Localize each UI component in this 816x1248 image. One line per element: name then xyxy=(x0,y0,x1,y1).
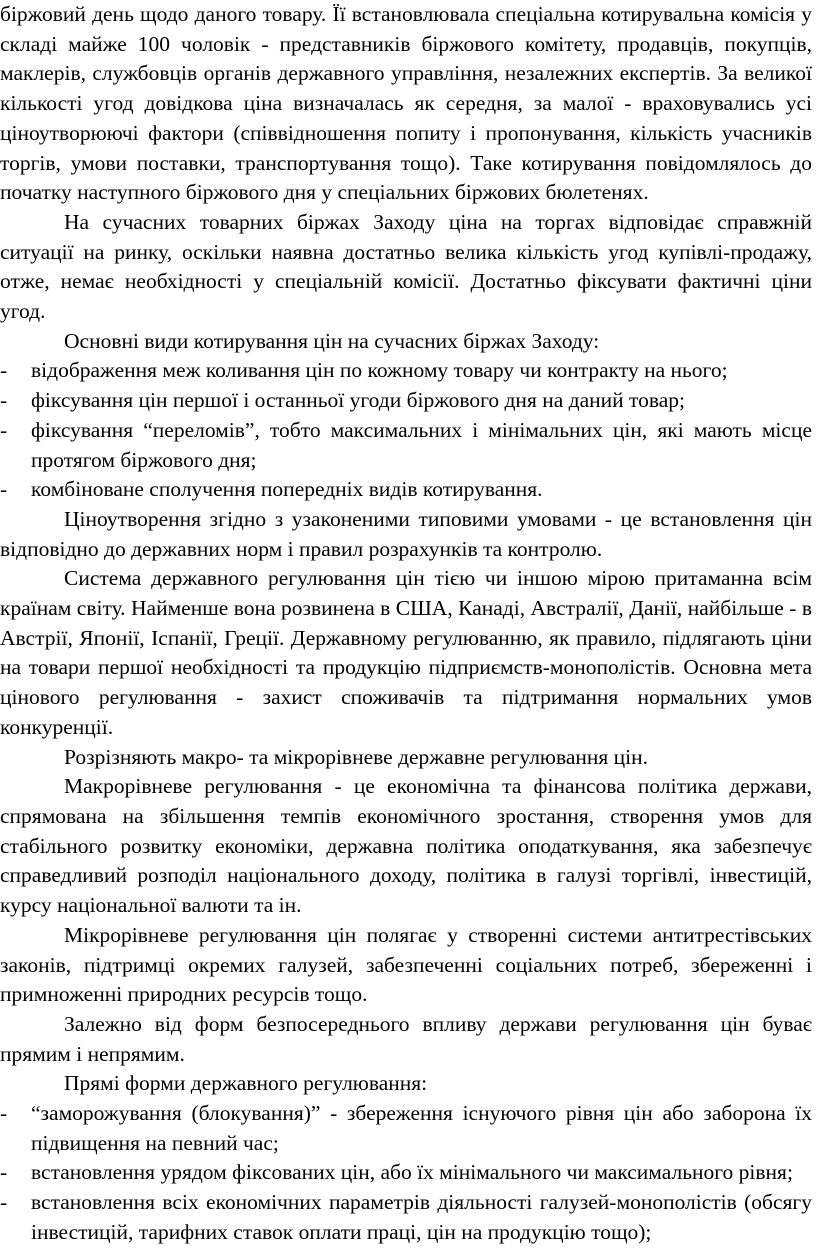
list-item xyxy=(0,356,812,386)
paragraph: Система державного регулювання цін тією чи іншою мірою притаманна всім країнам світу. Найменше вона розвинена в США, Канаді, Австралії, Данії, найбільше - в Австрії, Японії, Іспанії, Греції. Державному регулюванню, як правило, підлягають ціни на товари першої необхідності та продукцію підприємств-монополістів. Основна мета цінового регулювання - захист споживачів та підтримання нормальних умов конкуренції. xyxy=(0,566,812,739)
list-bullet-dash: - xyxy=(0,388,8,413)
paragraph: Прямі форми державного регулювання: xyxy=(64,1071,428,1096)
list-bullet-dash: - xyxy=(0,358,8,383)
list-item-text: встановлення урядом фіксованих цін, або їх мінімального чи максимального рівня; xyxy=(31,1160,793,1185)
list-bullet-dash: - xyxy=(0,1160,8,1185)
list-item xyxy=(0,1099,812,1158)
list-item-text: “заморожування (блокування)” - збереження існуючого рівня цін або заборона їх підвищення на певний час; xyxy=(31,1101,812,1155)
list-item-text: фіксування цін першої і останньої угоди біржового дня на даний товар; xyxy=(31,388,685,413)
list-bullet-dash: - xyxy=(0,477,8,502)
paragraph: Ціноутворення згідно з узаконеними типовими умовами - це встановлення цін відповідно до державних норм і правил розрахунків та контролю. xyxy=(0,506,812,561)
list-item-text: встановлення всіх економічних параметрів діяльності галузей-монополістів (обсягу інвестицій, тарифних ставок оплати праці, цін на продукцію тощо); xyxy=(31,1190,812,1244)
list-item-text: комбіноване сполучення попередніх видів котирування. xyxy=(31,477,543,502)
paragraph: Залежно від форм безпосереднього впливу держави регулювання цін буває прямим і непрямим. xyxy=(0,1011,812,1066)
list-bullet-dash: - xyxy=(0,1101,8,1126)
list-item xyxy=(0,1158,812,1188)
list-bullet-dash: - xyxy=(0,417,8,442)
list-item xyxy=(0,1188,812,1247)
list-bullet-dash: - xyxy=(0,1190,8,1215)
list-item xyxy=(0,386,812,416)
list-item-text: відображення меж коливання цін по кожному товару чи контракту на нього; xyxy=(31,358,728,383)
paragraph: Розрізняють макро- та мікрорівневе державне регулювання цін. xyxy=(64,744,649,769)
paragraph: На сучасних товарних біржах Заходу ціна на торгах відповідає справжній ситуації на ринку, оскільки наявна достатньо велика кількість угод купівлі-продажу, отже, немає необхідності у спеціальній комісії. Достатньо фіксувати фактичні ціни угод. xyxy=(0,209,812,324)
paragraph: біржовий день щодо даного товару. Її встановлювала спеціальна котирувальна комісія у складі майже 100 чоловік - представників біржового комітету, продавців, покупців, маклерів, службовців органів державного управління, незалежних експертів. За великої кількості угод довідкова ціна визначалась як середня, за малої - враховувались усі ціноутворюючі фактори (співвідношення попиту і пропонування, кількість учасників торгів, умови поставки, транспортування тощо). Таке котирування повідомлялось до початку наступного біржового дня у спеціальних біржових бюлетенях. xyxy=(0,2,812,205)
paragraph: Макрорівневе регулювання - це економічна та фінансова політика держави, спрямована на збільшення темпів економічного зростання, створення умов для стабільного розвитку економіки, державна політика оподаткування, яка забезпечує справедливий розподіл національного доходу, політика в галузі торгівлі, інвестицій, курсу національної валюти та ін. xyxy=(0,774,812,918)
paragraph: Основні види котирування цін на сучасних біржах Заходу: xyxy=(64,328,600,353)
list-item xyxy=(0,475,812,505)
list-item-text: фіксування “переломів”, тобто максимальних і мінімальних цін, які мають місце протягом біржового дня; xyxy=(31,417,812,472)
list-item xyxy=(0,416,812,475)
paragraph: Мікрорівневе регулювання цін полягає у створенні системи антитрестівських законів, підтримці окремих галузей, забезпеченні соціальних потреб, збереженні і примноженні природних ресурсів тощо. xyxy=(0,922,812,1007)
